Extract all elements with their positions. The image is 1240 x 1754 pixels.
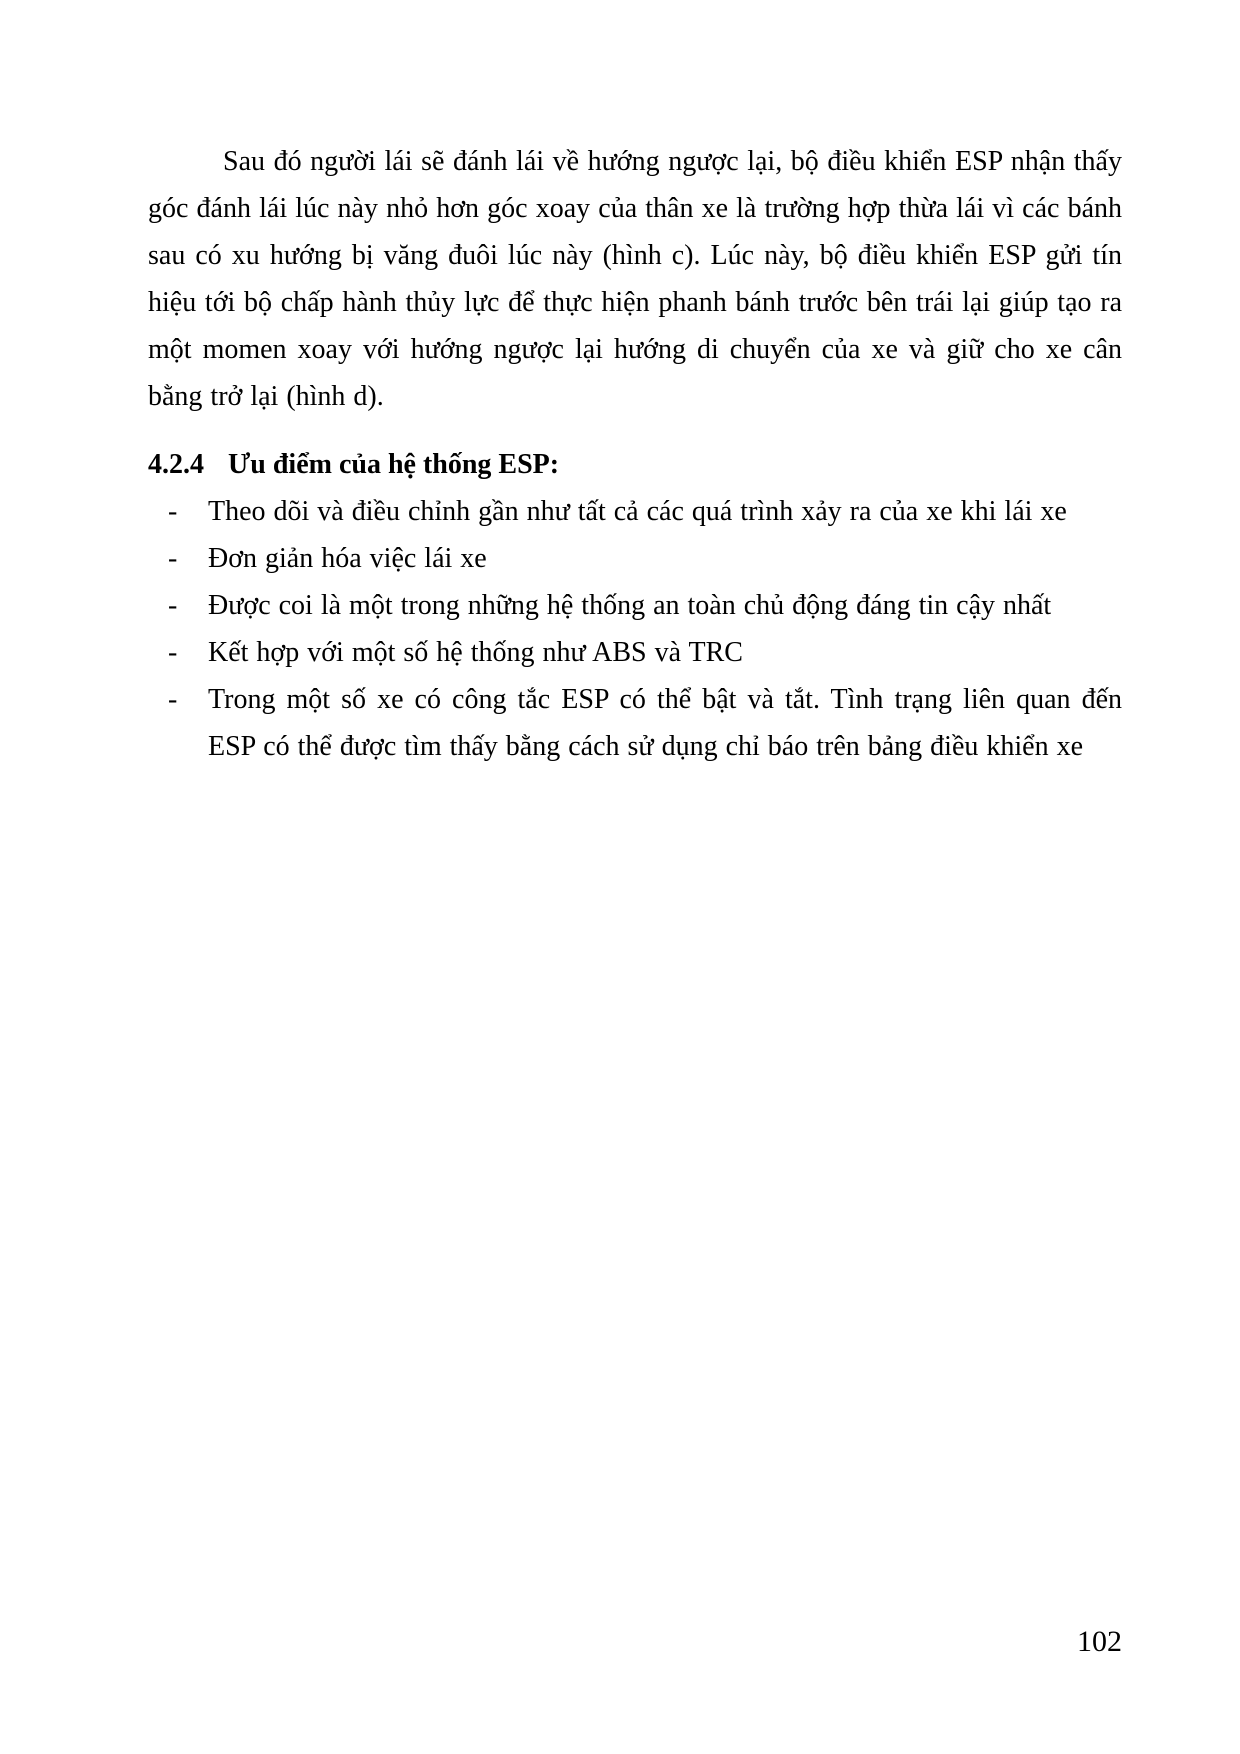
body-paragraph: Sau đó người lái sẽ đánh lái về hướng ngược lại, bộ điều khiển ESP nhận thấy góc đánh lái lúc này nhỏ hơn góc xoay của thân xe là trường hợp thừa lái vì các bánh sau có xu hướng bị văng đuôi lúc này (hình c). Lúc này, bộ điều khiển ESP gửi tín hiệu tới bộ chấp hành thủy lực để thực hiện phanh bánh trước bên trái lại giúp tạo ra một momen xoay với hướng ngược lại hướng di chuyển của xe và giữ cho xe cân bằng trở lại (hình d). [148, 146, 1122, 412]
list-item [148, 582, 1122, 629]
list-item-text: Được coi là một trong những hệ thống an toàn chủ động đáng tin cậy nhất [208, 590, 1052, 621]
list-item-text: Theo dõi và điều chỉnh gần như tất cả các quá trình xảy ra của xe khi lái xe [208, 496, 1067, 527]
section-heading [148, 441, 1122, 488]
list-item [148, 629, 1122, 676]
section-number: 4.2.4 [148, 449, 204, 480]
list-item-text: Trong một số xe có công tắc ESP có thể bật và tắt. Tình trạng liên quan đến ESP có thể được tìm thấy bằng cách sử dụng chỉ báo trên bảng điều khiển xe [208, 684, 1122, 762]
dash-marker: - [168, 684, 178, 715]
dash-marker: - [168, 637, 178, 668]
section-title: Ưu điểm của hệ thống ESP: [228, 449, 560, 480]
list-item-text: Kết hợp với một số hệ thống như ABS và TRC [208, 637, 743, 668]
dash-marker: - [168, 496, 178, 527]
list-item [148, 535, 1122, 582]
list-item [148, 488, 1122, 535]
list-item [148, 676, 1122, 770]
text-block [148, 138, 1122, 770]
list-item-text: Đơn giản hóa việc lái xe [208, 543, 487, 574]
advantage-list [148, 488, 1122, 770]
dash-marker: - [168, 543, 178, 574]
page-number: 102 [1077, 1625, 1122, 1658]
dash-marker: - [168, 590, 178, 621]
